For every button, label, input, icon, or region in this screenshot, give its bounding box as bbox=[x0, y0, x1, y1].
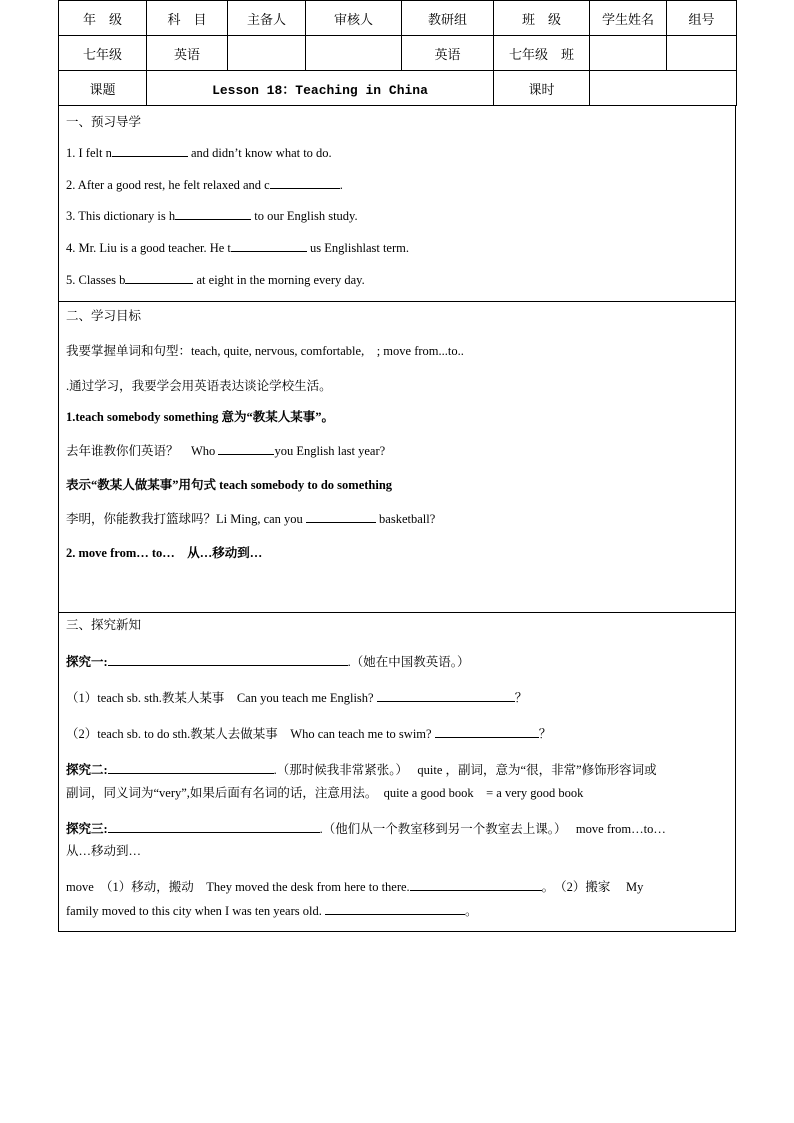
value-cell-group-number[interactable] bbox=[667, 36, 737, 71]
blank-line[interactable] bbox=[270, 176, 340, 189]
blank-line[interactable] bbox=[377, 689, 515, 702]
explore-item: move （1）移动，搬动 They moved the desk from here to there. 。 （2）搬家 My bbox=[66, 880, 644, 894]
goal-text: 我要掌握单词和句型：teach, quite, nervous, comfortable, ; move from...to.. bbox=[66, 344, 464, 358]
period-value[interactable] bbox=[590, 71, 737, 106]
header-cell-class: 班 级 bbox=[494, 1, 590, 36]
blank-line[interactable] bbox=[218, 442, 274, 455]
value-cell-subject: 英语 bbox=[147, 36, 228, 71]
blank-line[interactable] bbox=[125, 271, 193, 284]
example-sentence: 李明，你能教我打篮球吗？Li Ming, can you basketball? bbox=[66, 512, 436, 526]
explore-item: 从…移动到… bbox=[66, 844, 142, 858]
blank-line[interactable] bbox=[112, 144, 188, 157]
section-goals bbox=[58, 302, 736, 613]
lesson-title: Lesson 18：Teaching in China bbox=[147, 71, 494, 106]
grammar-point: 表示“教某人做某事”用句式 teach somebody to do something bbox=[66, 478, 393, 492]
example-sentence: 去年谁教你们英语？ Who you English last year? bbox=[66, 444, 386, 458]
header-cell-group-number: 组号 bbox=[667, 1, 737, 36]
header-cell-reviewer: 审核人 bbox=[306, 1, 402, 36]
explore-item: 探究一: .（她在中国教英语。） bbox=[66, 655, 470, 669]
fill-item: 5. Classes b at eight in the morning every day. bbox=[66, 273, 365, 287]
blank-line[interactable] bbox=[410, 878, 542, 891]
blank-line[interactable] bbox=[325, 902, 465, 915]
section-title: 一、预习导学 bbox=[66, 115, 142, 129]
explore-item: （2）teach sb. to do sth.教某人去做某事 Who can teach me to swim? ？ bbox=[66, 727, 552, 741]
grammar-point: 1.teach somebody something 意为“教某人某事”。 bbox=[66, 410, 335, 424]
worksheet bbox=[58, 0, 736, 932]
fill-item: 2. After a good rest, he felt relaxed and c . bbox=[66, 178, 343, 192]
explore-item: 副词，同义词为“very”,如果后面有名词的话，注意用法。 quite a good book = a very good book bbox=[66, 786, 584, 800]
header-cell-subject: 科 目 bbox=[147, 1, 228, 36]
fill-item: 4. Mr. Liu is a good teacher. He t us Englishlast term. bbox=[66, 241, 409, 255]
blank-line[interactable] bbox=[108, 653, 348, 666]
grammar-point: 2. move from… to… 从…移动到… bbox=[66, 546, 263, 560]
header-cell-grade: 年 级 bbox=[59, 1, 147, 36]
header-table bbox=[58, 0, 737, 106]
value-cell-group: 英语 bbox=[402, 36, 494, 71]
header-cell-student-name: 学生姓名 bbox=[590, 1, 667, 36]
topic-label: 课题 bbox=[59, 71, 147, 106]
period-label: 课时 bbox=[494, 71, 590, 106]
value-cell-grade: 七年级 bbox=[59, 36, 147, 71]
fill-item: 3. This dictionary is h to our English study. bbox=[66, 209, 358, 223]
value-cell-student-name[interactable] bbox=[590, 36, 667, 71]
value-cell-class: 七年级 班 bbox=[494, 36, 590, 71]
header-cell-preparer: 主备人 bbox=[228, 1, 306, 36]
blank-line[interactable] bbox=[231, 239, 307, 252]
blank-line[interactable] bbox=[175, 207, 251, 220]
section-explore bbox=[58, 613, 736, 932]
header-cell-group: 教研组 bbox=[402, 1, 494, 36]
value-cell-preparer[interactable] bbox=[228, 36, 306, 71]
section-preview bbox=[58, 106, 736, 302]
fill-item: 1. I felt n and didn’t know what to do. bbox=[66, 146, 332, 160]
goal-text: .通过学习，我要学会用英语表达谈论学校生活。 bbox=[66, 379, 332, 393]
blank-line[interactable] bbox=[108, 820, 320, 833]
blank-line[interactable] bbox=[306, 510, 376, 523]
blank-line[interactable] bbox=[108, 761, 274, 774]
explore-item: family moved to this city when I was ten years old. 。 bbox=[66, 904, 478, 918]
value-cell-reviewer[interactable] bbox=[306, 36, 402, 71]
explore-item: 探究三: .（他们从一个教室移到另一个教室去上课。） move from…to… bbox=[66, 822, 666, 836]
blank-line[interactable] bbox=[435, 725, 539, 738]
explore-item: （1）teach sb. sth.教某人某事 Can you teach me English? ？ bbox=[66, 691, 528, 705]
section-title: 三、探究新知 bbox=[66, 618, 142, 632]
section-title: 二、学习目标 bbox=[66, 309, 142, 323]
explore-item: 探究二: .（那时候我非常紧张。） quite ，副词，意为“很，非常”修饰形容词或 bbox=[66, 763, 657, 777]
